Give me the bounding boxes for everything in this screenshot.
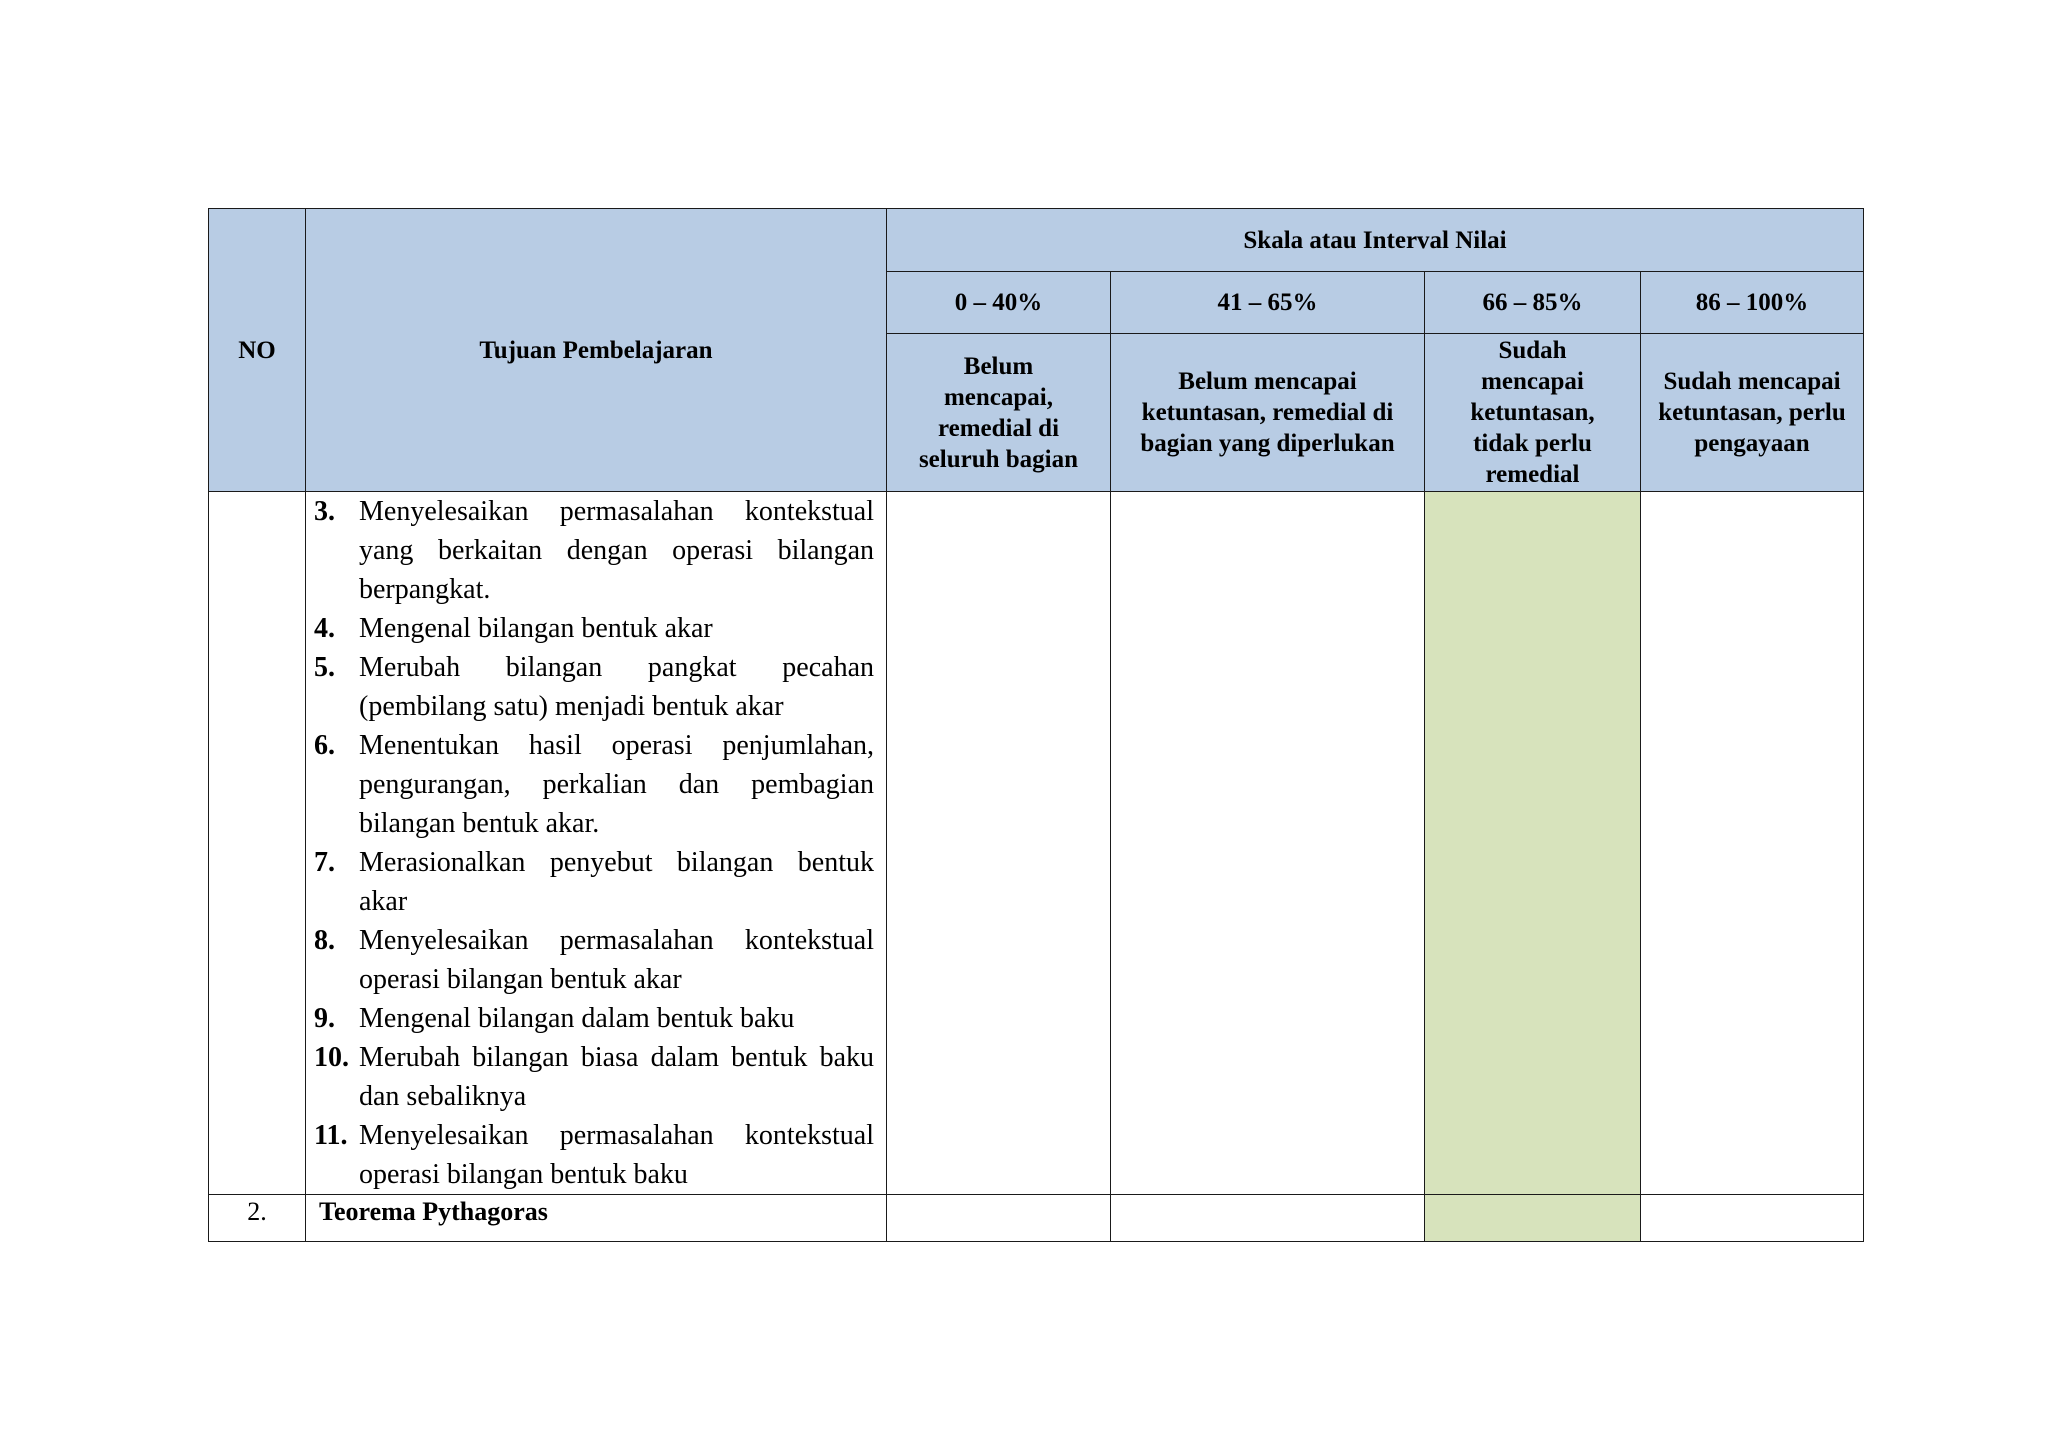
item-text: Mengenal bilangan dalam bentuk baku [359, 1003, 795, 1034]
header-no: NO [209, 209, 306, 492]
item-text: Merasionalkan penyebut bilangan bentuk akar [359, 847, 874, 917]
item-number: 5. [314, 652, 335, 683]
item-number: 8. [314, 925, 335, 956]
item-number: 6. [314, 730, 335, 761]
item-text: Menentukan hasil operasi penjumlahan, pengurangan, perkalian dan pembagian bilangan bentuk akar. [359, 730, 874, 839]
item-text: Mengenal bilangan bentuk akar [359, 613, 713, 644]
row-1-score-66-85 [1425, 492, 1641, 1195]
header-scale-title: Skala atau Interval Nilai [887, 209, 1864, 272]
item-text: Menyelesaikan permasalahan kontekstual operasi bilangan bentuk baku [359, 1120, 874, 1190]
header-desc-1: Belum mencapai, remedial di seluruh bagian [887, 334, 1111, 492]
header-range-4: 86 – 100% [1641, 272, 1864, 334]
item-number: 7. [314, 847, 335, 878]
item-number: 10. [314, 1042, 349, 1073]
header-range-2: 41 – 65% [1111, 272, 1425, 334]
list-item [314, 1038, 874, 1116]
row-2-score-41-65 [1111, 1195, 1425, 1242]
row-2-score-86-100 [1641, 1195, 1864, 1242]
list-item [314, 492, 874, 609]
objective-list [314, 492, 874, 1194]
table-row [209, 1195, 1864, 1242]
list-item [314, 726, 874, 843]
list-item [314, 609, 874, 648]
item-text: Merubah bilangan pangkat pecahan (pembilang satu) menjadi bentuk akar [359, 652, 874, 722]
row-1-no [209, 492, 306, 1195]
row-2-no: 2. [209, 1195, 306, 1242]
row-2-title: Teorema Pythagoras [306, 1195, 887, 1242]
row-1-score-0-40 [887, 492, 1111, 1195]
row-2-score-0-40 [887, 1195, 1111, 1242]
item-number: 9. [314, 1003, 335, 1034]
item-text: Menyelesaikan permasalahan kontekstual yang berkaitan dengan operasi bilangan berpangkat. [359, 496, 874, 605]
header-range-3: 66 – 85% [1425, 272, 1641, 334]
row-1-score-41-65 [1111, 492, 1425, 1195]
item-number: 4. [314, 613, 335, 644]
list-item [314, 648, 874, 726]
header-desc-2: Belum mencapai ketuntasan, remedial di bagian yang diperlukan [1111, 334, 1425, 492]
list-item [314, 999, 874, 1038]
item-number: 3. [314, 496, 335, 527]
list-item [314, 1116, 874, 1194]
assessment-rubric-table [208, 208, 1864, 1242]
list-item [314, 921, 874, 999]
item-text: Menyelesaikan permasalahan kontekstual operasi bilangan bentuk akar [359, 925, 874, 995]
header-objective: Tujuan Pembelajaran [306, 209, 887, 492]
row-1-objectives [306, 492, 887, 1195]
row-1-score-86-100 [1641, 492, 1864, 1195]
header-desc-3: Sudah mencapai ketuntasan, tidak perlu remedial [1425, 334, 1641, 492]
table-row [209, 492, 1864, 1195]
item-text: Merubah bilangan biasa dalam bentuk baku dan sebaliknya [359, 1042, 874, 1112]
list-item [314, 843, 874, 921]
header-desc-4: Sudah mencapai ketuntasan, perlu pengayaan [1641, 334, 1864, 492]
item-number: 11. [314, 1120, 348, 1151]
row-2-score-66-85 [1425, 1195, 1641, 1242]
header-range-1: 0 – 40% [887, 272, 1111, 334]
